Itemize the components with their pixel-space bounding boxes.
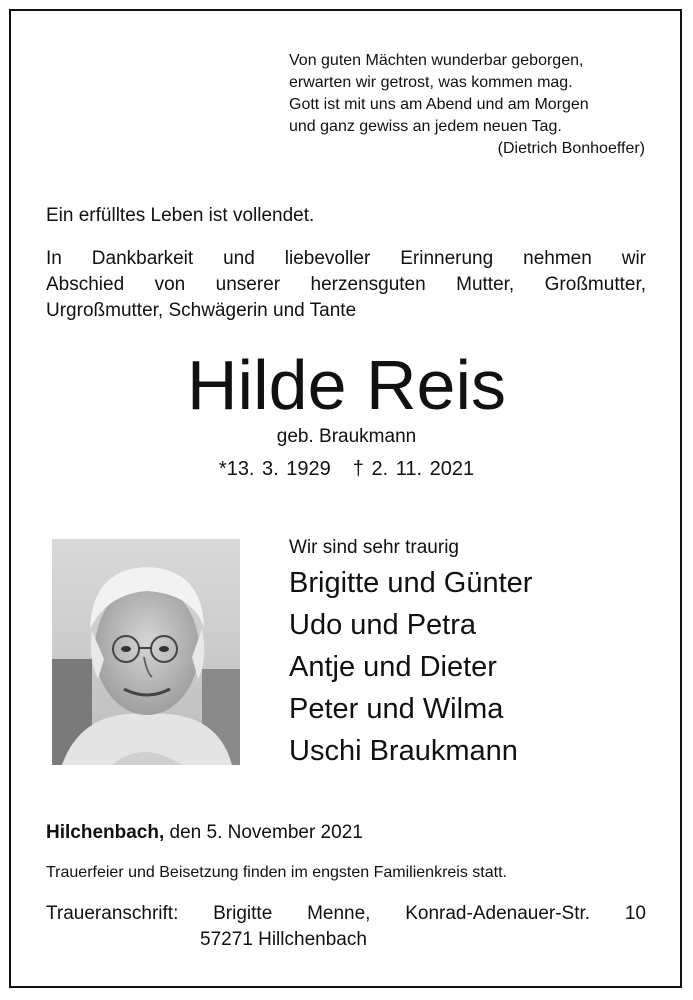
mourning-address bbox=[46, 901, 646, 953]
poem-line: erwarten wir getrost, was kommen mag. bbox=[289, 74, 573, 91]
mourner-family: Uschi Braukmann bbox=[289, 735, 518, 767]
poem-line: und ganz gewiss an jedem neuen Tag. bbox=[289, 118, 562, 135]
ceremony-note: Trauerfeier und Beisetzung finden im engsten Familienkreis statt. bbox=[46, 864, 507, 881]
paragraph-line: In Dankbarkeit und liebevoller Erinnerung nehmen wir bbox=[46, 248, 646, 269]
place-and-date bbox=[46, 820, 646, 846]
place-name: Hilchenbach, bbox=[46, 822, 165, 843]
mourners-lead: Wir sind sehr traurig bbox=[289, 537, 459, 558]
poem-line: Gott ist mit uns am Abend und am Morgen bbox=[289, 96, 589, 113]
paragraph-line: Abschied von unserer herzensguten Mutter, Großmutter, bbox=[46, 274, 646, 295]
birth-date: *13. 3. 1929 bbox=[218, 458, 331, 480]
address-city: 57271 Hillchenbach bbox=[200, 929, 367, 950]
life-dates bbox=[0, 456, 693, 482]
intro-sentence: Ein erfülltes Leben ist vollendet. bbox=[46, 205, 315, 226]
mourners-list bbox=[289, 534, 649, 772]
poem-line: Von guten Mächten wunderbar geborgen, bbox=[289, 52, 584, 69]
portrait-photo bbox=[52, 539, 240, 765]
death-date: † 2. 11. 2021 bbox=[352, 458, 475, 480]
mourner-family: Antje und Dieter bbox=[289, 651, 497, 683]
paragraph-line: Urgroßmutter, Schwägerin und Tante bbox=[46, 300, 357, 321]
bonhoeffer-poem bbox=[289, 50, 649, 160]
mourner-family: Udo und Petra bbox=[289, 609, 477, 641]
deceased-name: Hilde Reis bbox=[187, 346, 506, 424]
mourner-family: Brigitte und Günter bbox=[289, 567, 533, 599]
maiden-name: geb. Braukmann bbox=[276, 426, 417, 447]
notice-date: den 5. November 2021 bbox=[164, 822, 363, 843]
mourner-family: Peter und Wilma bbox=[289, 693, 504, 725]
poem-author: (Dietrich Bonhoeffer) bbox=[497, 140, 645, 157]
farewell-paragraph bbox=[46, 246, 646, 324]
address-line: Traueranschrift: Brigitte Menne, Konrad-Adenauer-Str. 10 bbox=[46, 903, 646, 924]
